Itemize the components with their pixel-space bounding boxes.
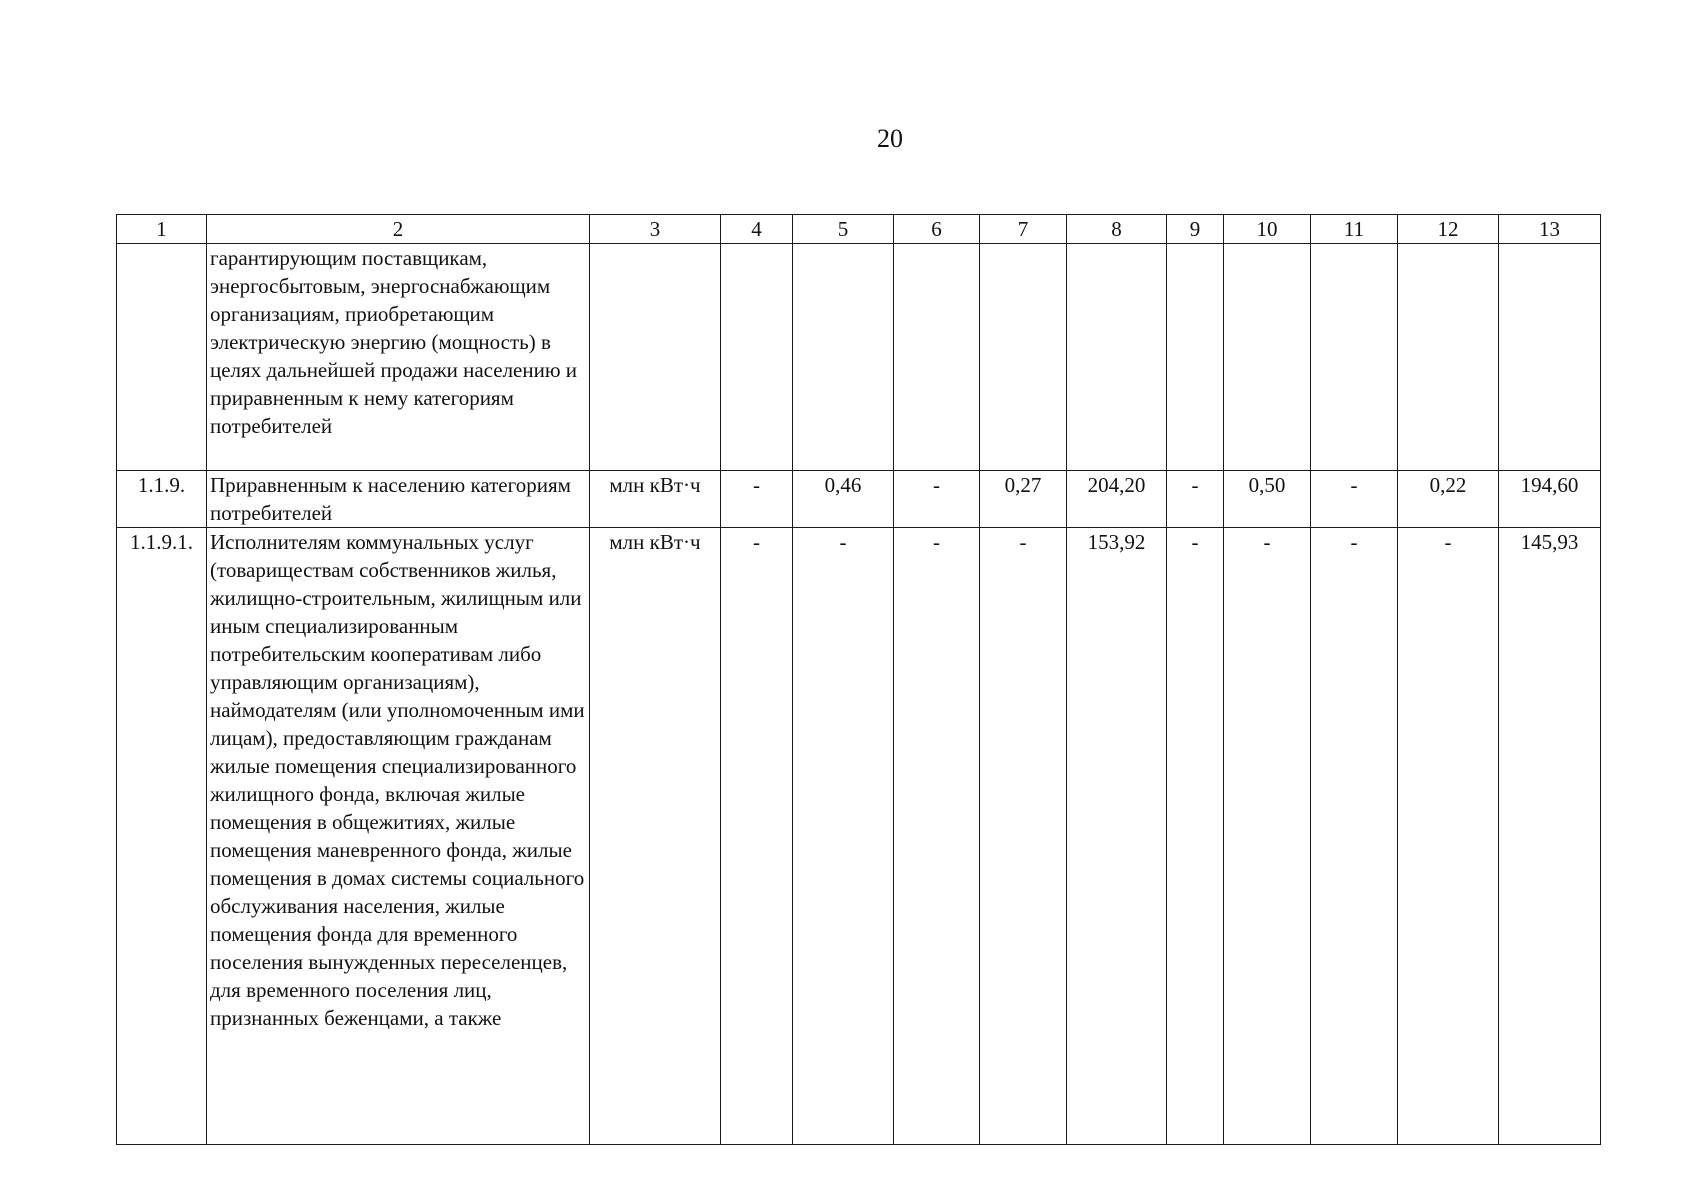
cell-value: - [1311, 471, 1398, 528]
column-header: 5 [793, 215, 894, 244]
row-unit: млн кВт·ч [590, 528, 721, 1145]
row-unit: млн кВт·ч [590, 471, 721, 528]
row-number: 1.1.9.1. [117, 528, 207, 1145]
cell-value: 153,92 [1067, 528, 1167, 1145]
cell-value: - [980, 528, 1067, 1145]
cell-value [1311, 244, 1398, 471]
cell-value [1398, 244, 1499, 471]
cell-value: - [721, 471, 793, 528]
cell-value [793, 244, 894, 471]
cell-value: 0,22 [1398, 471, 1499, 528]
row-number: 1.1.9. [117, 471, 207, 528]
cell-value: 145,93 [1499, 528, 1601, 1145]
cell-value [980, 244, 1067, 471]
cell-value [1067, 244, 1167, 471]
cell-value: 0,50 [1224, 471, 1311, 528]
cell-value: 0,46 [793, 471, 894, 528]
cell-value: - [894, 528, 980, 1145]
cell-value: 204,20 [1067, 471, 1167, 528]
cell-value [1224, 244, 1311, 471]
cell-value: - [894, 471, 980, 528]
row-number [117, 244, 207, 471]
cell-value: - [793, 528, 894, 1145]
column-header: 9 [1167, 215, 1224, 244]
table-row [117, 528, 1601, 1145]
table-row [117, 471, 1601, 528]
cell-value [1499, 244, 1601, 471]
cell-value: - [1167, 471, 1224, 528]
cell-value: - [1311, 528, 1398, 1145]
column-header: 3 [590, 215, 721, 244]
column-header: 1 [117, 215, 207, 244]
column-header: 12 [1398, 215, 1499, 244]
table-header-row [117, 215, 1601, 244]
cell-value [721, 244, 793, 471]
row-unit [590, 244, 721, 471]
row-name: Исполнителям коммунальных услуг (товариществам собственников жилья, жилищно-строительным, жилищным или иным специализированным потребительским кооперативам либо управляющим организациям), наймодателям (или уполномоченным ими лицам), предоставляющим гражданам жилые помещения специализированного жилищного фонда, включая жилые помещения в общежитиях, жилые помещения маневренного фонда, жилые помещения в домах системы социального обслуживания населения, жилые помещения фонда для временного поселения вынужденных переселенцев, для временного поселения лиц, признанных беженцами, а также [207, 528, 590, 1145]
cell-value [1167, 244, 1224, 471]
column-header: 6 [894, 215, 980, 244]
row-name: Приравненным к населению категориям потребителей [207, 471, 590, 528]
column-header: 2 [207, 215, 590, 244]
page-number: 20 [877, 124, 903, 153]
column-header: 8 [1067, 215, 1167, 244]
cell-value: 0,27 [980, 471, 1067, 528]
column-header: 11 [1311, 215, 1398, 244]
cell-value [894, 244, 980, 471]
cell-value: - [721, 528, 793, 1145]
column-header: 13 [1499, 215, 1601, 244]
cell-value: - [1167, 528, 1224, 1145]
column-header: 4 [721, 215, 793, 244]
row-name: гарантирующим поставщикам, энергосбытовым, энергоснабжающим организациям, приобретающим электрическую энергию (мощность) в целях дальнейшей продажи населению и приравненным к нему категориям потребителей [207, 244, 590, 471]
data-table [116, 214, 1601, 1145]
column-header: 10 [1224, 215, 1311, 244]
cell-value: 194,60 [1499, 471, 1601, 528]
column-header: 7 [980, 215, 1067, 244]
cell-value: - [1398, 528, 1499, 1145]
table-row [117, 244, 1601, 471]
cell-value: - [1224, 528, 1311, 1145]
